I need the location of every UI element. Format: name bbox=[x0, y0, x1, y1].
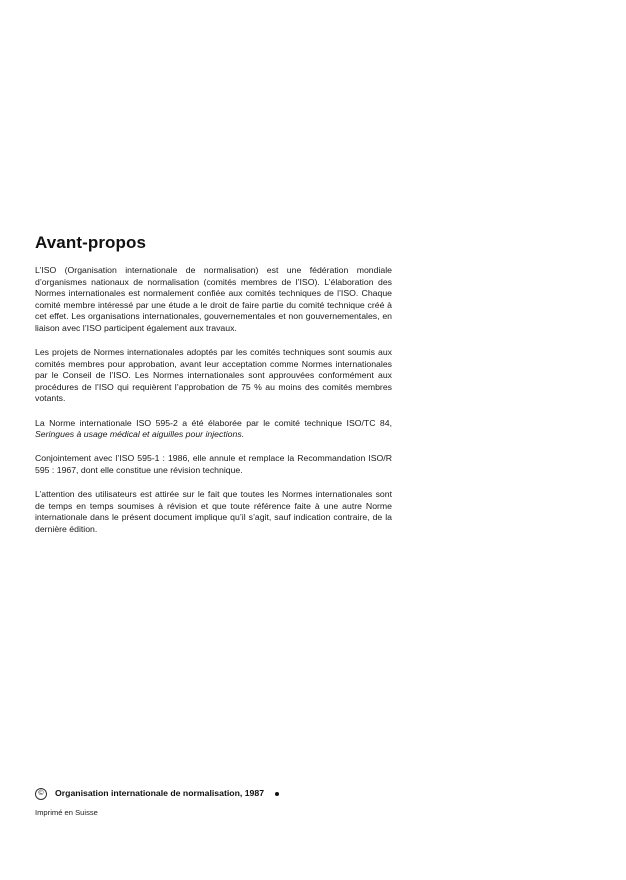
bullet-icon bbox=[275, 792, 279, 796]
copyright-line bbox=[35, 787, 279, 800]
copyright-icon: © bbox=[35, 788, 47, 800]
paragraph-approval: Les projets de Normes internationales adoptés par les comités techniques sont soumis aux comités membres pour approbation, avant leur acceptation comme Normes internationales par le Conseil de l’ISO. Les Normes internationales sont approuvées conformément aux procédures de l’ISO qui requièrent l’approbation de 75 % au moins des comités membres votants. bbox=[35, 347, 392, 404]
paragraph-iso-595-2 bbox=[35, 418, 392, 441]
committee-title: Seringues à usage médical et aiguilles pour injections. bbox=[35, 429, 245, 440]
printed-in: Imprimé en Suisse bbox=[35, 808, 98, 817]
paragraph-iso-intro: L’ISO (Organisation internationale de normalisation) est une fédération mondiale d’organismes nationaux de normalisation (comités membres de l’ISO). L’élaboration des Normes internationales est normalement confiée aux comités techniques de l’ISO. Chaque comité membre intéressé par une étude a le droit de faire partie du comité technique créé à cet effet. Les organisations internationales, gouvernementales et non gouvernementales, en liaison avec l’ISO participent également aux travaux. bbox=[35, 265, 392, 333]
foreword-body bbox=[35, 265, 392, 548]
paragraph-iso-595-2-lead: La Norme internationale ISO 595-2 a été élaborée par le comité technique ISO/TC 84, bbox=[35, 417, 392, 428]
paragraph-replacement: Conjointement avec l’ISO 595-1 : 1986, elle annule et remplace la Recommandation ISO/R 595 : 1967, dont elle constitue une révision technique. bbox=[35, 453, 392, 475]
copyright-organization: Organisation internationale de normalisation, 1987 bbox=[55, 788, 265, 798]
paragraph-revision-notice: L’attention des utilisateurs est attirée sur le fait que toutes les Normes internationales sont de temps en temps soumises à révision et que toute référence faite à une autre Norme internationale dans le présent document implique qu’il s’agit, sauf indication contraire, de la dernière édition. bbox=[35, 488, 392, 534]
page-title: Avant-propos bbox=[35, 233, 147, 252]
